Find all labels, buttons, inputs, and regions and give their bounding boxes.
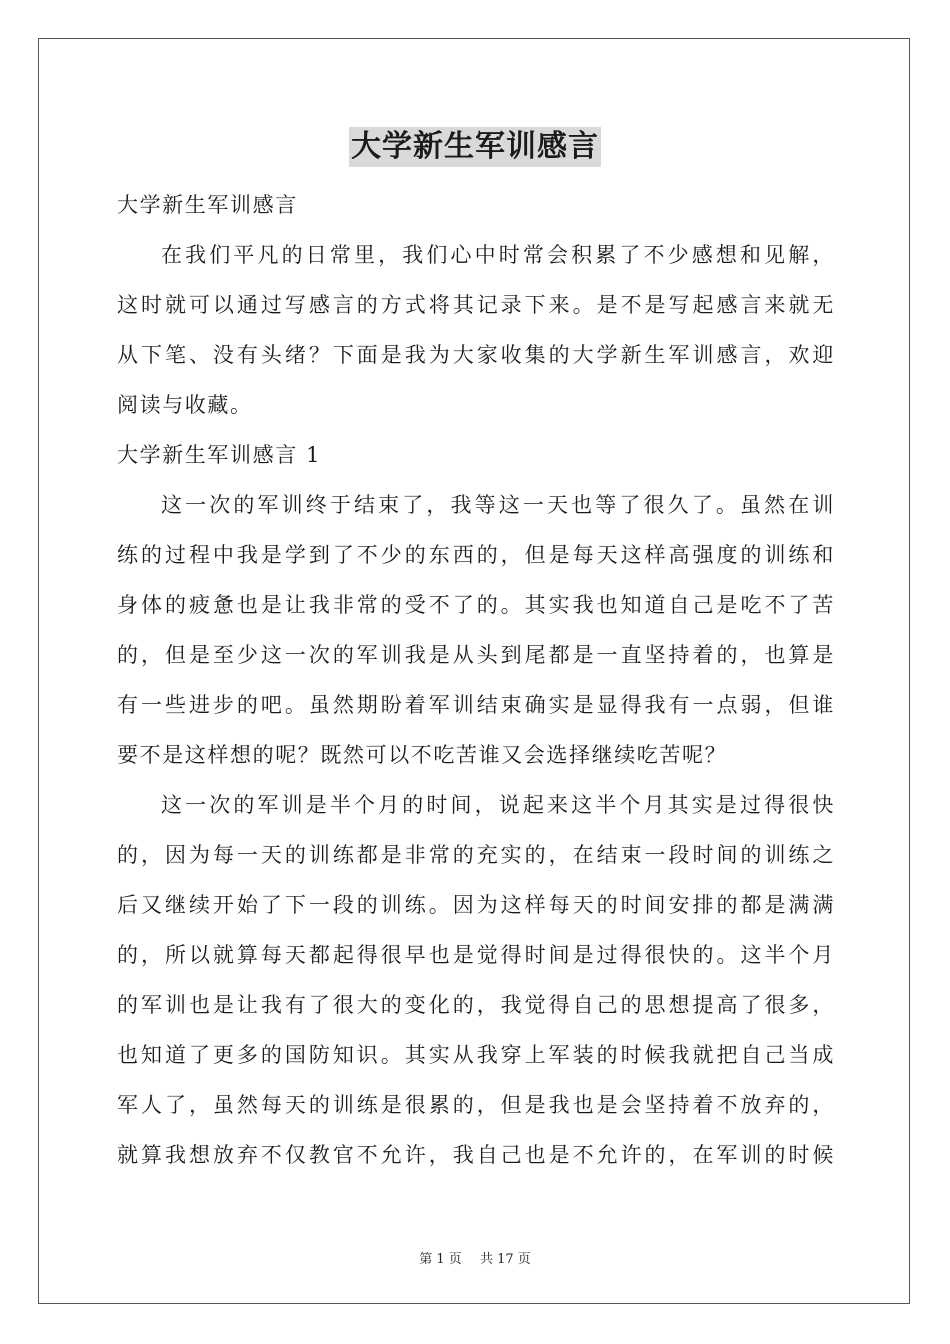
paragraph-line: 身体的疲惫也是让我非常的受不了的。其实我也知道自己是吃不了苦	[117, 593, 835, 617]
paragraph-line: 有一些进步的吧。虽然期盼着军训结束确实是显得我有一点弱，但谁	[117, 693, 835, 717]
paragraph-line: 的军训也是让我有了很大的变化的，我觉得自己的思想提高了很多，	[117, 993, 835, 1017]
paragraph-line: 就算我想放弃不仅教官不允许，我自己也是不允许的，在军训的时候	[117, 1143, 835, 1167]
section-heading: 大学新生军训感言	[117, 193, 298, 217]
paragraph-line: 的，所以就算每天都起得很早也是觉得时间是过得很快的。这半个月	[117, 943, 835, 967]
paragraph-line: 的，但是至少这一次的军训我是从头到尾都是一直坚持着的，也算是	[117, 643, 835, 667]
page-footer	[0, 1248, 950, 1267]
paragraph-line: 在我们平凡的日常里，我们心中时常会积累了不少感想和见解，	[161, 243, 835, 267]
paragraph-line: 这时就可以通过写感言的方式将其记录下来。是不是写起感言来就无	[117, 293, 835, 317]
document-body	[117, 180, 835, 1180]
paragraph-line: 这一次的军训终于结束了，我等这一天也等了很久了。虽然在训	[161, 493, 835, 517]
paragraph-line: 的，因为每一天的训练都是非常的充实的，在结束一段时间的训练之	[117, 843, 835, 867]
paragraph-line: 练的过程中我是学到了不少的东西的，但是每天这样高强度的训练和	[117, 543, 835, 567]
paragraph-line: 这一次的军训是半个月的时间，说起来这半个月其实是过得很快	[161, 793, 835, 817]
paragraph-line: 后又继续开始了下一段的训练。因为这样每天的时间安排的都是满满	[117, 893, 835, 917]
page-number-total: 共 17 页	[479, 1252, 531, 1267]
paragraph-line: 从下笔、没有头绪？下面是我为大家收集的大学新生军训感言，欢迎	[117, 343, 835, 367]
paragraph-line: 军人了，虽然每天的训练是很累的，但是我也是会坚持着不放弃的，	[117, 1093, 835, 1117]
document-title	[0, 126, 950, 167]
section-heading: 大学新生军训感言 1	[117, 443, 322, 467]
paragraph-line: 要不是这样想的呢？既然可以不吃苦谁又会选择继续吃苦呢？	[117, 743, 728, 767]
page-number-current: 第 1 页	[419, 1252, 462, 1267]
paragraph-line: 阅读与收藏。	[117, 393, 253, 417]
document-title-text: 大学新生军训感言	[349, 127, 601, 167]
paragraph-line: 也知道了更多的国防知识。其实从我穿上军装的时候我就把自己当成	[117, 1043, 835, 1067]
